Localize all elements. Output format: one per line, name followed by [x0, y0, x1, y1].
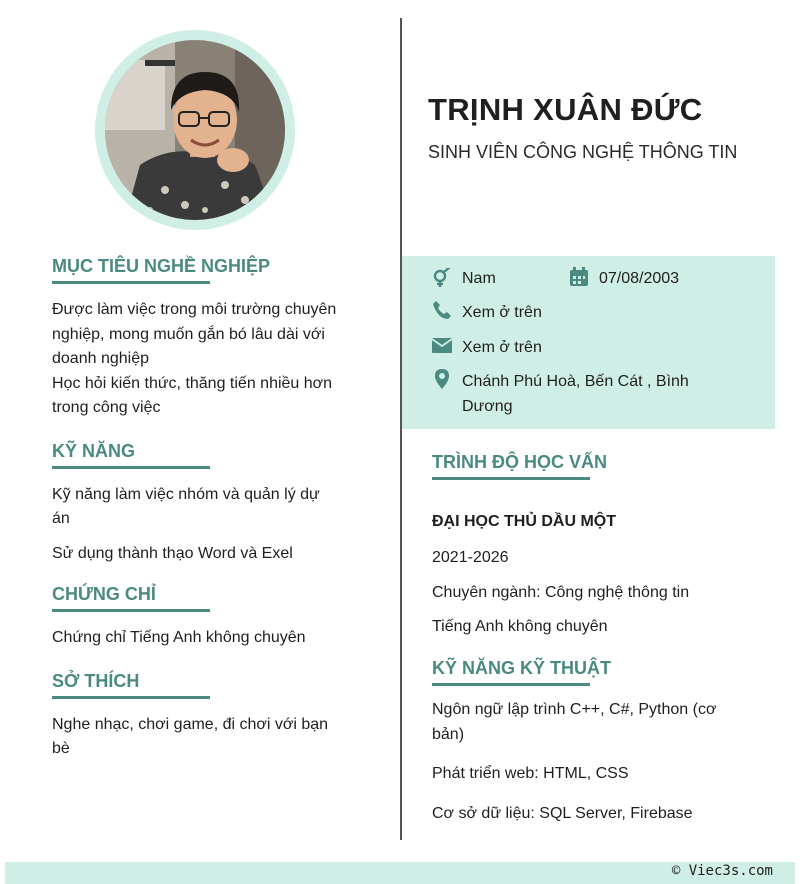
hobbies-heading: SỞ THÍCH [52, 670, 140, 691]
objective-line: nghiệp, mong muốn gắn bó lâu dài với [52, 325, 325, 343]
gender-icon [432, 268, 452, 288]
birthday-value: 07/08/2003 [599, 270, 680, 287]
footer-bar [5, 862, 795, 884]
left-column [52, 256, 352, 776]
education-major: Chuyên ngành: Công nghệ thông tin [432, 583, 690, 601]
section-underline [52, 466, 210, 469]
skills-section [52, 441, 352, 567]
education-heading: TRÌNH ĐỘ HỌC VẤN [432, 452, 607, 472]
gender-value: Nam [462, 270, 496, 287]
certificate-item: Chứng chỉ Tiếng Anh không chuyên [52, 629, 306, 646]
avatar [105, 40, 285, 220]
column-divider [400, 18, 402, 840]
hobby-line: Nghe nhạc, chơi game, đi chơi với bạn [52, 715, 329, 733]
skill-item: Kỹ năng làm việc nhóm và quản lý dự [52, 485, 320, 503]
email-icon [432, 335, 452, 355]
skill-item: án [52, 510, 70, 527]
hobbies-section [52, 671, 352, 762]
tech-skills-section [432, 658, 752, 826]
objective-line: Được làm việc trong môi trường chuyên [52, 301, 337, 318]
tech-skill-item: Cơ sở dữ liệu: SQL Server, Firebase [432, 804, 693, 822]
objective-section [52, 256, 352, 421]
objective-heading: MỤC TIÊU NGHỀ NGHIỆP [52, 256, 271, 276]
candidate-name: TRỊNH XUÂN ĐỨC [428, 92, 703, 127]
skills-heading: KỸ NĂNG [52, 440, 136, 461]
contact-panel [402, 256, 775, 429]
objective-line: Học hỏi kiến thức, thăng tiến nhiều hơn [52, 374, 333, 392]
skill-item: Sử dụng thành thạo Word và Exel [52, 544, 293, 562]
section-underline [432, 477, 590, 480]
tech-skill-item: Ngôn ngữ lập trình C++, C#, Python (cơ [432, 701, 717, 718]
address-line: Chánh Phú Hoà, Bến Cát , Bình [462, 373, 689, 390]
email-value: Xem ở trên [462, 339, 542, 356]
objective-line: trong công việc [52, 399, 161, 416]
footer-credit: © Viec3s.com [671, 863, 773, 879]
education-section [432, 452, 752, 640]
certificates-section [52, 584, 352, 651]
school-name: ĐẠI HỌC THỦ DẦU MỘT [432, 513, 616, 530]
section-underline [432, 683, 590, 686]
phone-value: Xem ở trên [462, 304, 542, 321]
section-underline [52, 281, 210, 284]
section-underline [52, 696, 210, 699]
certificates-heading: CHỨNG CHỈ [52, 584, 156, 604]
objective-line: doanh nghiệp [52, 350, 149, 367]
section-underline [52, 609, 210, 612]
hobby-line: bè [52, 740, 70, 757]
tech-skill-item: Phát triển web: HTML, CSS [432, 765, 629, 782]
candidate-title: SINH VIÊN CÔNG NGHỆ THÔNG TIN [428, 142, 738, 162]
location-pin-icon [432, 369, 452, 389]
avatar-photo [105, 40, 285, 220]
calendar-icon [569, 267, 589, 287]
education-years: 2021-2026 [432, 549, 509, 566]
phone-icon [432, 300, 452, 320]
tech-skill-item: bản) [432, 725, 465, 743]
tech-skills-heading: KỸ NĂNG KỸ THUẬT [432, 658, 611, 678]
education-note: Tiếng Anh không chuyên [432, 618, 608, 635]
address-line: Dương [462, 398, 513, 415]
